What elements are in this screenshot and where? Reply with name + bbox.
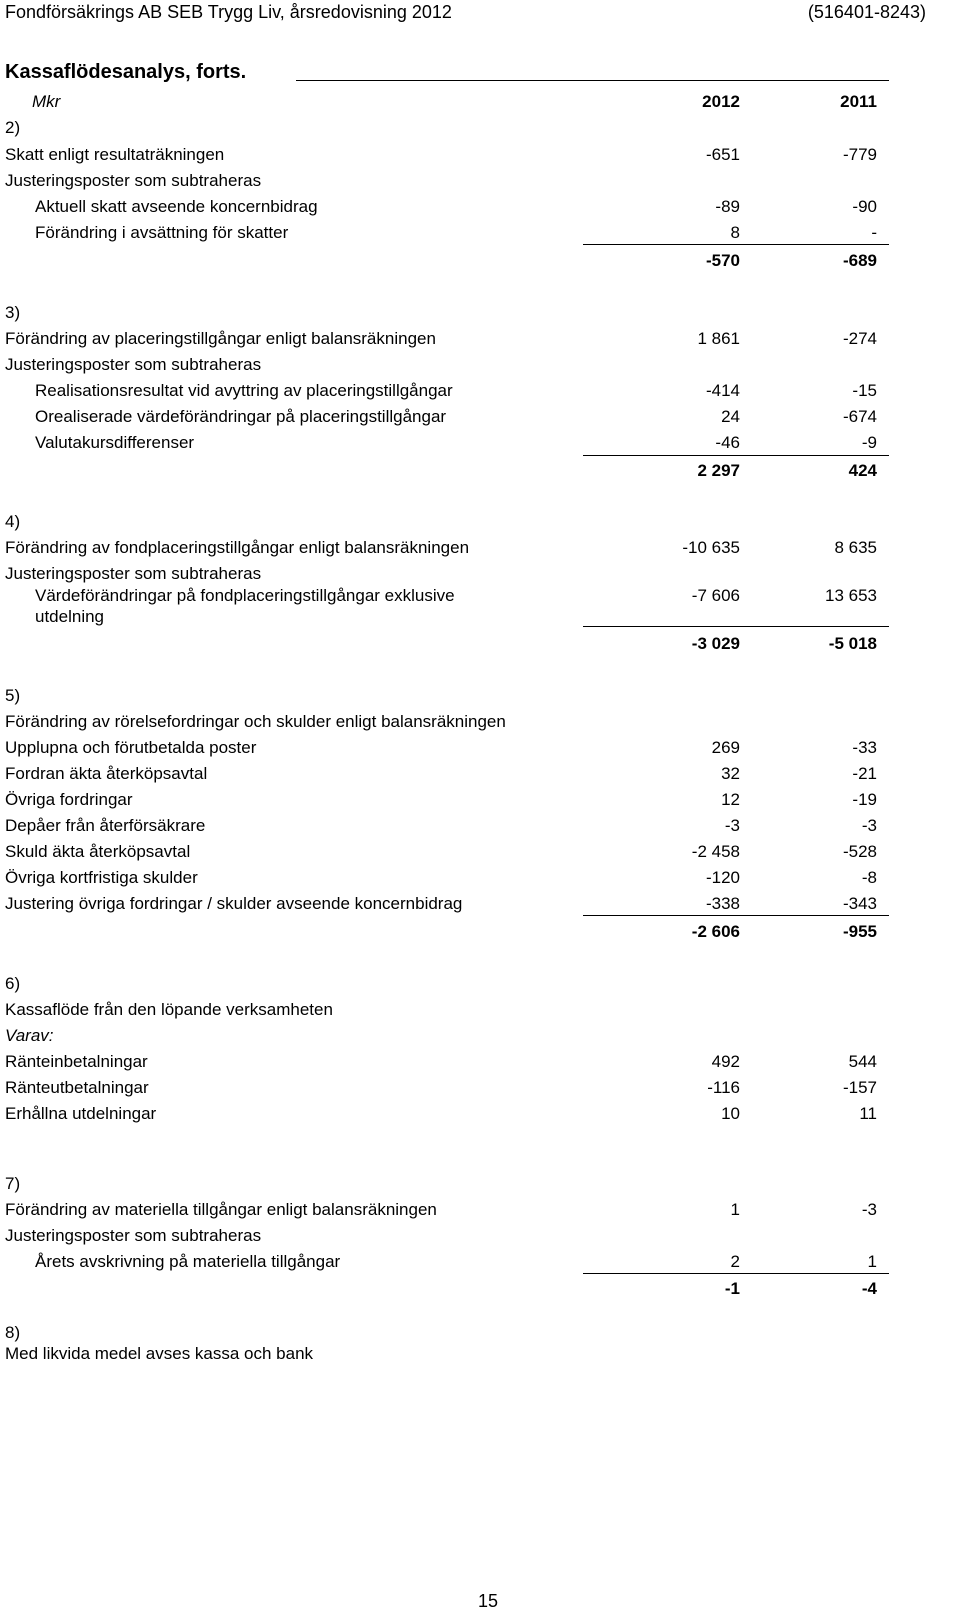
row-label-continuation: utdelning	[35, 607, 105, 626]
row-label: Förändring av placeringstillgångar enligt balansräkningen	[5, 329, 436, 348]
row-label: Årets avskrivning på materiella tillgångar	[35, 1252, 341, 1271]
row-value-2011: -21	[852, 764, 877, 783]
row-value-2011: 544	[848, 1052, 877, 1071]
row-value-2011: -33	[852, 738, 877, 757]
subtotal-rule	[583, 244, 889, 245]
row-value-2012: 492	[711, 1052, 740, 1071]
row-value-2012: -89	[715, 197, 740, 216]
row-value-2011: -19	[852, 790, 877, 809]
row-label: Justeringsposter som subtraheras	[5, 1226, 262, 1245]
row-value-2012: 12	[721, 790, 740, 809]
subtotal-rule	[583, 915, 889, 916]
row-label: Justeringsposter som subtraheras	[5, 355, 262, 374]
row-value-2012: -2 458	[691, 842, 740, 861]
row-value-2011: -274	[842, 329, 877, 348]
row-value-2011: -8	[861, 868, 877, 887]
section-label: 7)	[5, 1174, 21, 1193]
row-value-2012: 24	[721, 407, 740, 426]
page-number: 15	[478, 1591, 499, 1611]
row-value-2012: 1	[730, 1200, 740, 1219]
column-header-2011: 2011	[840, 92, 877, 111]
row-label: Ränteinbetalningar	[5, 1052, 148, 1071]
row-value-2012: -414	[705, 381, 740, 400]
row-label: Erhållna utdelningar	[5, 1104, 157, 1123]
row-label: Skuld äkta återköpsavtal	[5, 842, 191, 861]
row-value-2011: -	[871, 223, 877, 242]
row-value-2012: -3	[724, 816, 740, 835]
section-label: 8)	[5, 1323, 21, 1342]
row-value-2012: 10	[721, 1104, 740, 1123]
row-label: Övriga fordringar	[5, 790, 133, 809]
section-label: 4)	[5, 512, 21, 531]
row-value-2011: -157	[842, 1078, 877, 1097]
section-total-2011: -4	[861, 1279, 877, 1298]
row-label: Upplupna och förutbetalda poster	[5, 738, 257, 757]
subtotal-rule	[583, 455, 889, 456]
row-value-2012: -651	[705, 145, 740, 164]
section-intro: Förändring av rörelsefordringar och skulder enligt balansräkningen	[5, 712, 506, 731]
note-text: Med likvida medel avses kassa och bank	[5, 1344, 314, 1363]
row-value-2012: -46	[715, 433, 740, 452]
unit-label: Mkr	[32, 92, 61, 111]
row-label: Fordran äkta återköpsavtal	[5, 764, 208, 783]
row-value-2011: -15	[852, 381, 877, 400]
row-value-2011: -779	[842, 145, 877, 164]
section-label: 2)	[5, 118, 21, 137]
row-label: Justeringsposter som subtraheras	[5, 564, 262, 583]
row-label: Aktuell skatt avseende koncernbidrag	[35, 197, 318, 216]
row-value-2011: -528	[842, 842, 877, 861]
row-label: Förändring av materiella tillgångar enligt balansräkningen	[5, 1200, 437, 1219]
row-value-2011: -674	[842, 407, 877, 426]
section-total-2011: 424	[848, 461, 877, 480]
row-value-2011: -90	[852, 197, 877, 216]
row-label: Ränteutbetalningar	[5, 1078, 149, 1097]
row-value-2011: -343	[842, 894, 877, 913]
row-label: Skatt enligt resultaträkningen	[5, 145, 225, 164]
row-value-2011: -3	[861, 1200, 877, 1219]
section-label: 3)	[5, 303, 21, 322]
row-label: Värdeförändringar på fondplaceringstillgångar exklusive	[35, 586, 455, 605]
row-value-2012: -10 635	[682, 538, 740, 557]
section-total-2011: -5 018	[828, 634, 877, 653]
row-value-2012: 32	[721, 764, 740, 783]
row-value-2011: 13 653	[825, 586, 877, 605]
document-header-company: Fondförsäkrings AB SEB Trygg Liv, årsredovisning 2012	[5, 2, 452, 22]
section-total-2011: -955	[842, 922, 877, 941]
section-label: 5)	[5, 686, 21, 705]
row-label: Förändring av fondplaceringstillgångar enligt balansräkningen	[5, 538, 470, 557]
section-total-2012: -570	[705, 251, 740, 270]
row-value-2011: 11	[859, 1104, 877, 1123]
section-total-2012: 2 297	[697, 461, 740, 480]
title-rule	[296, 80, 889, 81]
row-value-2012: -7 606	[691, 586, 740, 605]
row-label: Förändring i avsättning för skatter	[35, 223, 289, 242]
section-label: 6)	[5, 974, 21, 993]
row-value-2012: -116	[707, 1078, 740, 1097]
page-title: Kassaflödesanalys, forts.	[5, 61, 247, 83]
section-total-2012: -2 606	[691, 922, 740, 941]
row-value-2012: 269	[711, 738, 740, 757]
row-value-2011: -9	[861, 433, 877, 452]
varav-label: Varav:	[5, 1026, 54, 1045]
section-intro: Kassaflöde från den löpande verksamheten	[5, 1000, 333, 1019]
subtotal-rule	[583, 626, 889, 627]
row-value-2012: -338	[705, 894, 740, 913]
row-value-2012: 2	[730, 1252, 740, 1271]
row-label: Depåer från återförsäkrare	[5, 816, 206, 835]
section-total-2012: -1	[724, 1279, 740, 1298]
row-label: Realisationsresultat vid avyttring av placeringstillgångar	[35, 381, 453, 400]
row-label: Justeringsposter som subtraheras	[5, 171, 262, 190]
subtotal-rule	[583, 1273, 889, 1274]
row-label: Valutakursdifferenser	[35, 433, 195, 452]
section-total-2012: -3 029	[691, 634, 740, 653]
row-label: Orealiserade värdeförändringar på placeringstillgångar	[35, 407, 447, 426]
row-value-2012: 1 861	[697, 329, 740, 348]
row-label: Övriga kortfristiga skulder	[5, 868, 198, 887]
row-value-2011: 1	[867, 1252, 877, 1271]
section-total-2011: -689	[842, 251, 877, 270]
document-header-org-number: (516401-8243)	[807, 2, 926, 22]
column-header-2012: 2012	[702, 92, 740, 111]
row-value-2012: 8	[730, 223, 740, 242]
row-value-2011: -3	[861, 816, 877, 835]
row-value-2011: 8 635	[834, 538, 877, 557]
row-label: Justering övriga fordringar / skulder avseende koncernbidrag	[5, 894, 463, 913]
row-value-2012: -120	[705, 868, 740, 887]
